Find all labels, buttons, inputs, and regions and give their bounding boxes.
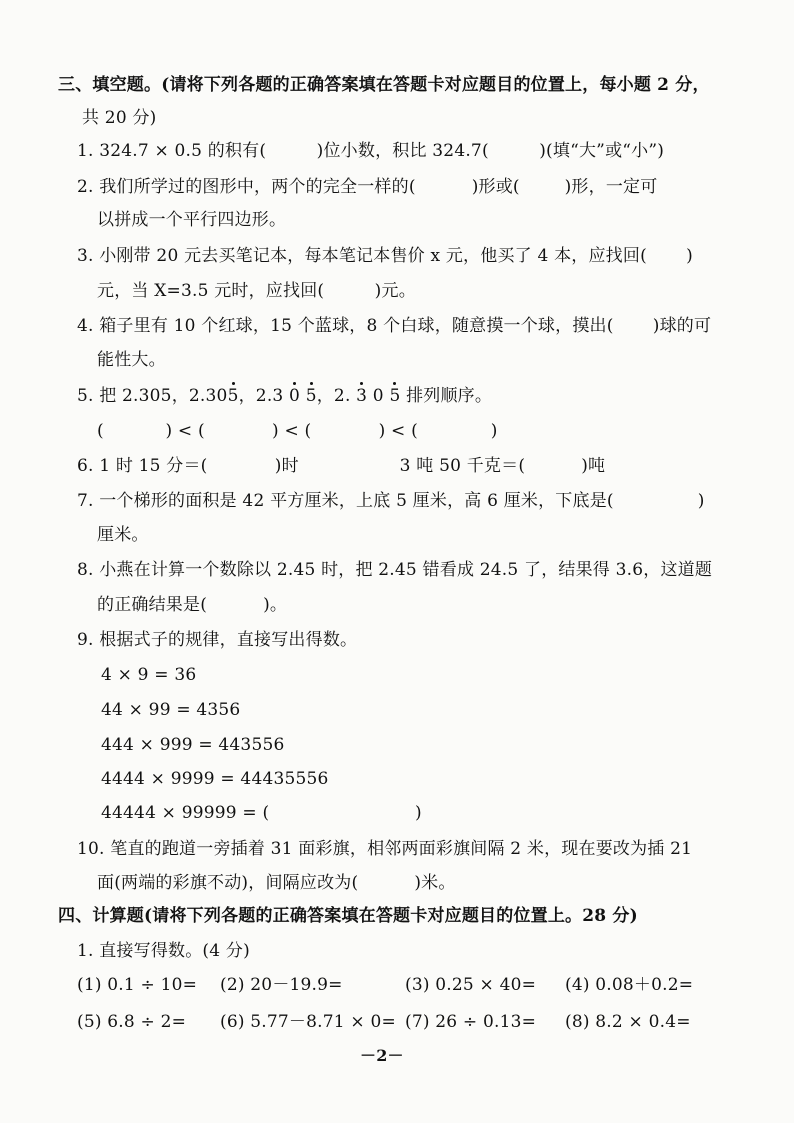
question-7-line1: 7. 一个梯形的面积是 42 平方厘米，上底 5 厘米，高 6 厘米，下底是( ) [77,491,705,511]
q9-equation: 4 × 9 = 36 [101,665,197,685]
question-3-line1: 3. 小刚带 20 元去买笔记本，每本笔记本售价 x 元，他买了 4 本，应找回( ) [77,246,693,266]
q9-equation: 44444 × 99999 = ( ) [101,803,422,823]
question-6: 6. 1 时 15 分＝( )时 3 吨 50 千克＝( )吨 [77,456,606,476]
q5-prefix: 5. 把 2.305， [77,386,189,406]
q5-number-3: 2.3 0 5 [255,386,317,406]
calc-item-8: (8) 8.2 × 0.4= [565,1012,691,1032]
section4-sub1: 1. 直接写得数。(4 分) [77,941,250,961]
question-10-line1: 10. 笔直的跑道一旁插着 31 面彩旗，相邻两面彩旗间隔 2 米，现在要改为插 21 [77,839,693,859]
q5-number-4: 2. 3 0 5 [333,386,401,406]
question-5-line1: 5. 把 2.305，2.305，2.3 0 5，2. 3 0 5 排列顺序。 [77,386,493,406]
calc-item-2: (2) 20－19.9= [220,975,343,995]
calc-item-7: (7) 26 ÷ 0.13= [405,1012,537,1032]
question-4-line2: 能性大。 [97,350,166,370]
q9-equation: 444 × 999 = 443556 [101,735,285,755]
question-8-line2: 的正确结果是( )。 [97,595,288,615]
question-1: 1. 324.7 × 0.5 的积有( )位小数，积比 324.7( )(填“大”或“小”) [77,141,665,161]
question-2-line2: 以拼成一个平行四边形。 [97,210,287,230]
section3-header-line2: 共 20 分) [82,108,157,128]
q9-equation: 4444 × 9999 = 44435556 [101,769,329,789]
question-10-line2: 面(两端的彩旗不动)，间隔应改为( )米。 [97,873,456,893]
q9-equation: 44 × 99 = 4356 [101,700,241,720]
question-5-blanks: ( ) < ( ) < ( ) < ( ) [97,421,498,441]
question-4-line1: 4. 箱子里有 10 个红球，15 个蓝球，8 个白球，随意摸一个球，摸出( )球的可 [77,316,712,336]
section3-header-line1: 三、填空题。(请将下列各题的正确答案填在答题卡对应题目的位置上，每小题 2 分， [58,75,710,95]
question-9-title: 9. 根据式子的规律，直接写出得数。 [77,630,358,650]
calc-item-4: (4) 0.08＋0.2= [565,975,694,995]
question-7-line2: 厘米。 [97,525,149,545]
question-8-line1: 8. 小燕在计算一个数除以 2.45 时，把 2.45 错看成 24.5 了，结果得 3.6，这道题 [77,560,713,580]
question-2-line1: 2. 我们所学过的图形中，两个的完全一样的( )形或( )形，一定可 [77,177,658,197]
calc-item-5: (5) 6.8 ÷ 2= [77,1012,187,1032]
page-number: －2－ [360,1046,404,1065]
q5-number-2: 2.305 [188,386,239,406]
calc-item-3: (3) 0.25 × 40= [405,975,537,995]
section4-header: 四、计算题(请将下列各题的正确答案填在答题卡对应题目的位置上。28 分) [58,906,638,926]
calc-item-6: (6) 5.77－8.71 × 0= [220,1012,396,1032]
calc-item-1: (1) 0.1 ÷ 10= [77,975,198,995]
question-3-line2: 元，当 X=3.5 元时，应找回( )元。 [97,281,416,301]
